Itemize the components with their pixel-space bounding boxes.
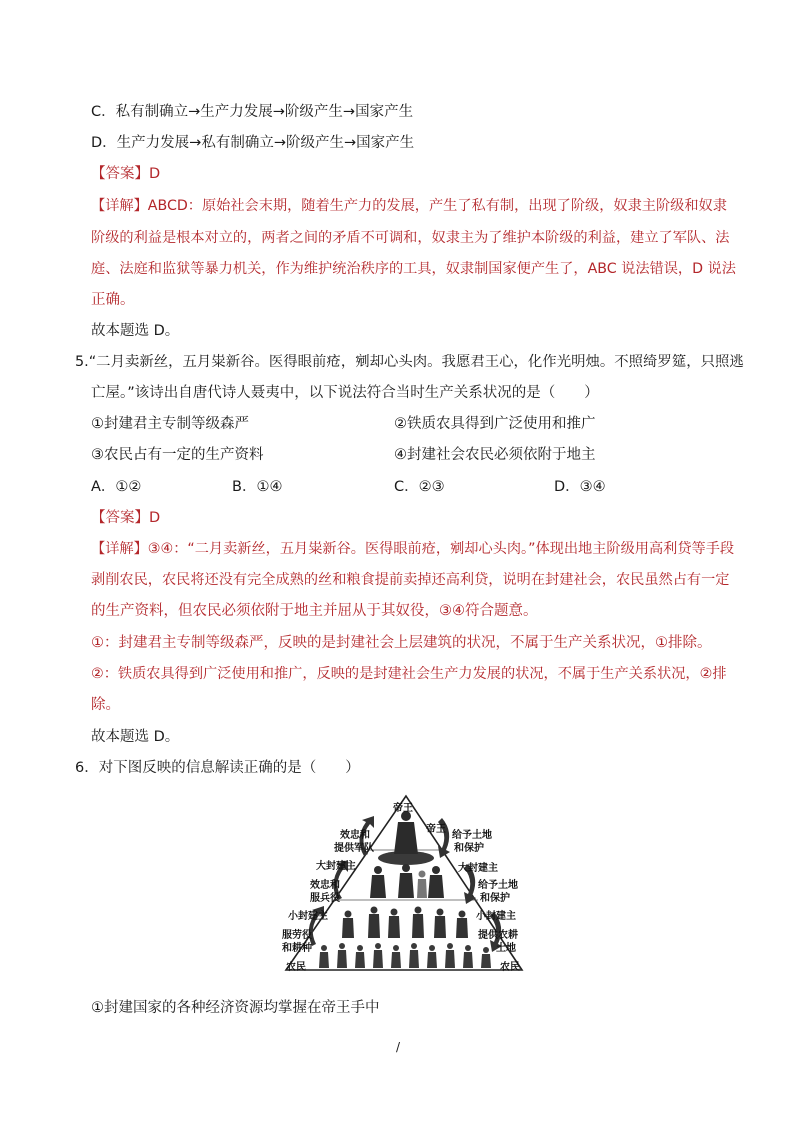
q5-choice-c: C．②③	[394, 479, 445, 495]
label-loyalty-army-2: 提供军队	[334, 843, 374, 854]
q5-stem-line: 5.“二月卖新丝，五月粜新谷。医得眼前疮，剜却心头肉。我愿君王心，化作光明烛。不照绮罗筵，只照逃	[75, 354, 744, 370]
q5-choice-a: A．①②	[91, 479, 142, 495]
q5-answer: 【答案】D	[91, 510, 161, 526]
label-great-lord-right: 大封建主	[458, 863, 498, 874]
q5-explanation-line: 剥削农民，农民将还没有完全成熟的丝和粮食提前卖掉还高利贷，说明在封建社会，农民虽然占有一定	[91, 572, 730, 588]
q5-choice-b: B．①④	[232, 479, 283, 495]
q6-stem: 6．对下图反映的信息解读正确的是（ ）	[75, 760, 360, 776]
q5-explanation-line: 除。	[91, 697, 120, 713]
q4-explanation-line: 庭、法庭和监狱等暴力机关，作为维护统治秩序的工具，奴隶制国家便产生了，ABC 说法错误，D 说法	[91, 261, 736, 277]
q5-stem-line: 亡屋。”该诗出自唐代诗人聂夷中，以下说法符合当时生产关系状况的是（ ）	[91, 385, 599, 401]
q5-explanation-line: 的生产资料，但农民必须依附于地主并屈从于其奴役，③④符合题意。	[91, 603, 538, 619]
q4-explanation-line: 阶级的利益是根本对立的，两者之间的矛盾不可调和，奴隶主为了维护本阶级的利益，建立了军队、法	[91, 230, 730, 246]
label-loyalty-service-2: 服兵役	[310, 893, 340, 904]
label-peasant-left: 农民	[286, 962, 306, 973]
q5-statement-3: ③农民占有一定的生产资料	[91, 447, 264, 463]
label-emperor-right: 帝王	[426, 824, 446, 835]
label-farmland-2: 土地	[496, 943, 516, 954]
q5-explanation-line: 【详解】③④：“二月卖新丝，五月粜新谷。医得眼前疮，剜却心头肉。”体现出地主阶级用高利贷等手段	[91, 541, 735, 557]
label-corvee-1: 服劳役	[282, 930, 312, 941]
label-loyalty-army-1: 效忠和	[340, 830, 370, 841]
page-number: /	[396, 1040, 401, 1054]
q4-option-c: C．私有制确立→生产力发展→阶级产生→国家产生	[91, 104, 414, 120]
q5-explanation-line: ②：铁质农具得到广泛使用和推广，反映的是封建社会生产力发展的状况，不属于生产关系状况，②排	[91, 666, 727, 682]
label-grant-land-4: 和保护	[480, 893, 510, 904]
q5-explanation-line: ①：封建君主专制等级森严，反映的是封建社会上层建筑的状况，不属于生产关系状况，①排除。	[91, 635, 712, 651]
feudal-pyramid-figure	[282, 794, 526, 978]
label-grant-land-1: 给予土地	[452, 830, 492, 841]
q5-choice-d: D．③④	[554, 479, 606, 495]
label-grant-land-2: 和保护	[454, 843, 484, 854]
label-farmland-1: 提供农耕	[478, 930, 518, 941]
q6-item-1: ①封建国家的各种经济资源均掌握在帝王手中	[91, 1000, 380, 1016]
label-emperor-left: 帝王	[393, 803, 413, 814]
q5-statement-1: ①封建君主专制等级森严	[91, 416, 249, 432]
q5-statement-2: ②铁质农具得到广泛使用和推广	[394, 416, 596, 432]
q4-answer: 【答案】D	[91, 166, 161, 182]
q4-explanation-line: 正确。	[91, 292, 135, 308]
label-corvee-2: 和耕种	[282, 943, 312, 954]
label-loyalty-service-1: 效忠和	[310, 880, 340, 891]
q4-explanation-line: 【详解】ABCD：原始社会末期，随着生产力的发展，产生了私有制，出现了阶级，奴隶主阶级和奴隶	[91, 198, 727, 214]
label-peasant-right: 农民	[500, 962, 520, 973]
great-lord-figures	[370, 864, 444, 898]
q5-conclusion: 故本题选 D。	[91, 729, 180, 745]
q5-statement-4: ④封建社会农民必须依附于地主	[394, 447, 596, 463]
label-great-lord-left: 大封建主	[316, 861, 356, 872]
q4-option-d: D．生产力发展→私有制确立→阶级产生→国家产生	[91, 135, 415, 151]
label-grant-land-3: 给予土地	[478, 880, 518, 891]
label-minor-lord-left: 小封建主	[288, 911, 328, 922]
label-minor-lord-right: 小封建主	[476, 911, 516, 922]
q4-conclusion: 故本题选 D。	[91, 323, 180, 339]
